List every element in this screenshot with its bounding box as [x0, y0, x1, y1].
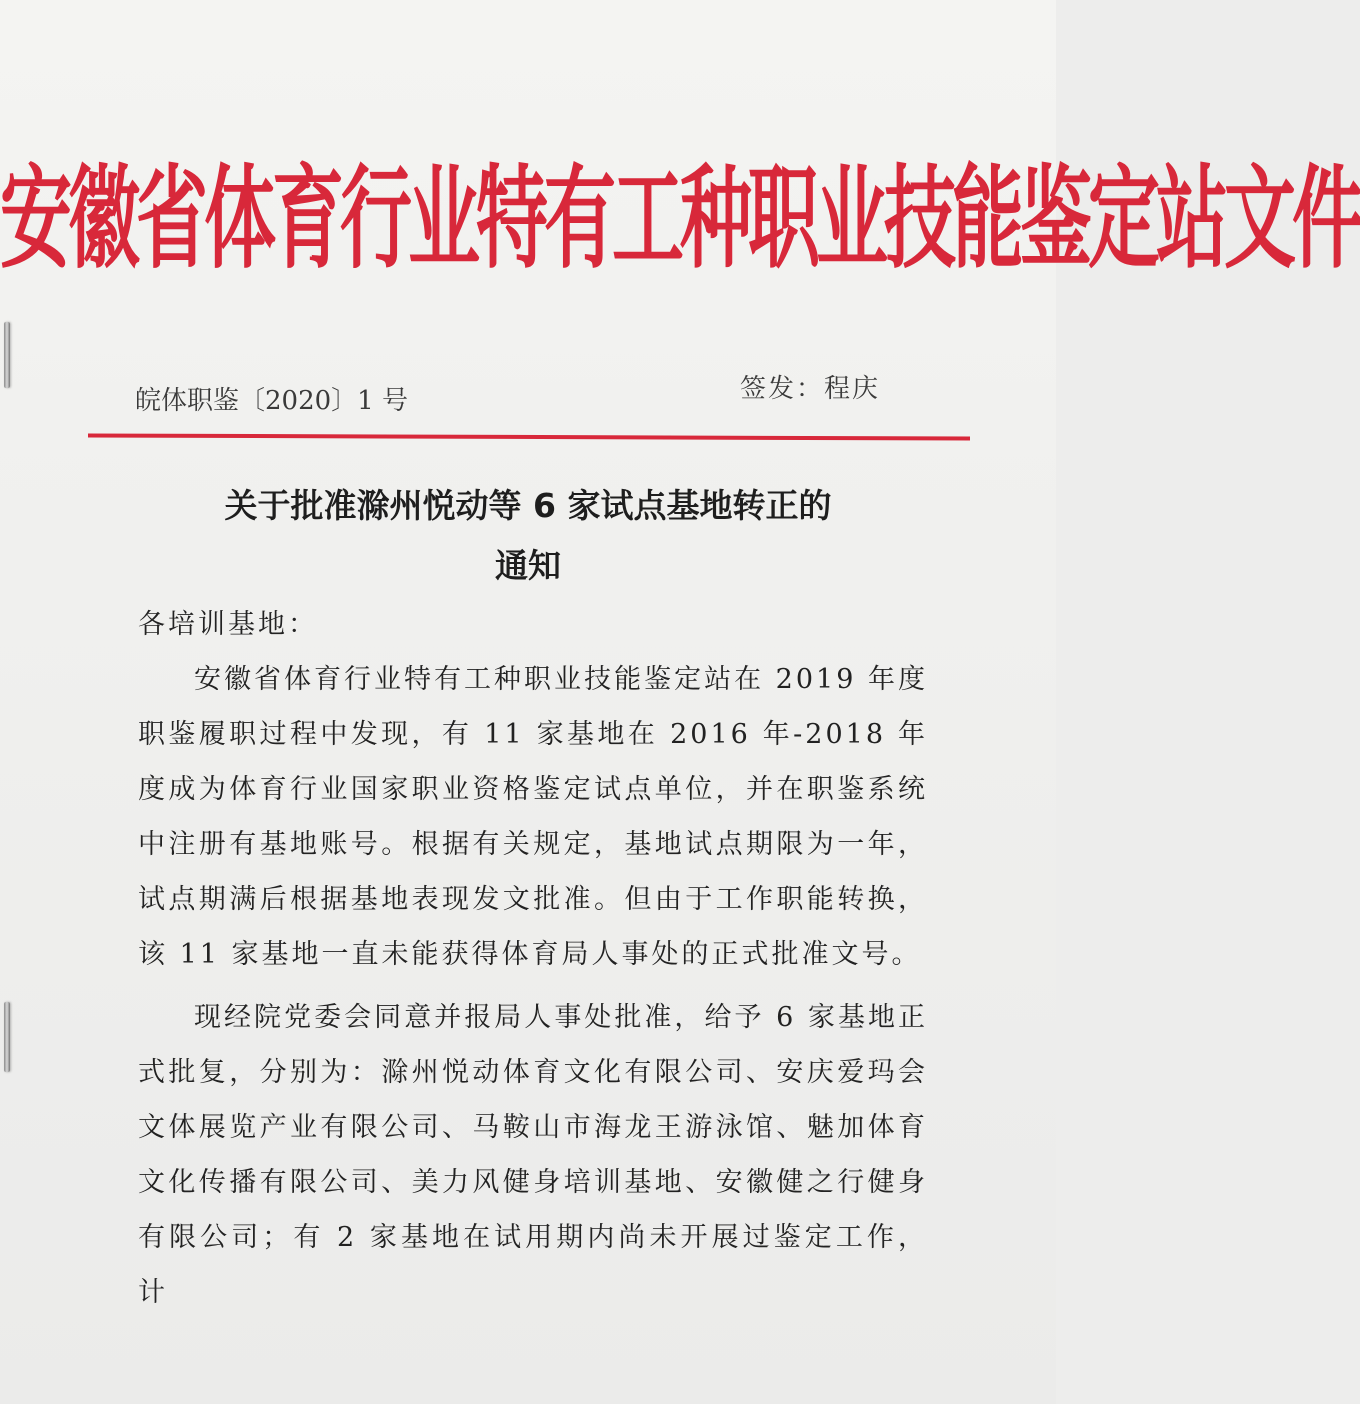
- document-title-line-1: 关于批准滁州悦动等 6 家试点基地转正的: [224, 486, 832, 525]
- body-paragraph: 现经院党委会同意并报局人事处批准，给予 6 家基地正式批复，分别为：滁州悦动体育文化有限公司、安庆爱玛会文体展览产业有限公司、马鞍山市海龙王游泳馆、魅加体育文化传播有限公司、美力风健身培训基地、安徽健之行健身有限公司；有 2 家基地在试用期内尚未开展过鉴定工作，计: [138, 1002, 928, 1308]
- signer: 签发：程庆: [740, 374, 881, 404]
- staple-bottom: [4, 1002, 10, 1072]
- document-body: [138, 598, 928, 1320]
- document-number: 皖体职鉴〔2020〕1 号: [135, 386, 408, 416]
- salutation: 各培训基地：: [138, 609, 318, 640]
- masthead-title: 安徽省体育行业特有工种职业技能鉴定站文件: [0, 151, 1360, 284]
- red-divider: [88, 433, 970, 440]
- document-title: [0, 476, 1056, 596]
- body-paragraph: 安徽省体育行业特有工种职业技能鉴定站在 2019 年度职鉴履职过程中发现，有 11 家基地在 2016 年-2018 年度成为体育行业国家职业资格鉴定试点单位，并在职鉴系统中注册有基地账号。根据有关规定，基地试点期限为一年，试点期满后根据基地表现发文批准。但由于工作职能转换，该 11 家基地一直未能获得体育局人事处的正式批准文号。: [138, 664, 928, 970]
- document-title-line-2: 通知: [495, 546, 561, 585]
